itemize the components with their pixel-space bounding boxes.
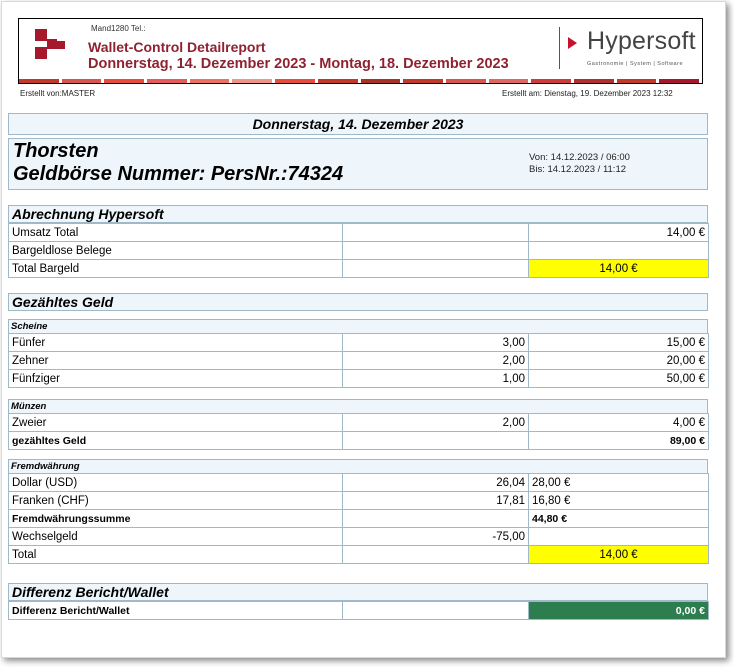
- report-title: Wallet-Control Detailreport: [88, 39, 266, 55]
- row-label: Total Bargeld: [9, 260, 343, 278]
- table-row: [9, 352, 709, 370]
- row-label: Differenz Bericht/Wallet: [9, 602, 343, 620]
- row-value: 28,00 €: [529, 474, 709, 492]
- report-date-range: Donnerstag, 14. Dezember 2023 - Montag, 18. Dezember 2023: [88, 56, 509, 72]
- row-label: gezähltes Geld: [9, 432, 343, 450]
- row-label: Fremdwährungssumme: [9, 510, 343, 528]
- table-row: [9, 474, 709, 492]
- row-mid: [343, 602, 529, 620]
- row-value: 20,00 €: [529, 352, 709, 370]
- row-label: Total: [9, 546, 343, 564]
- row-mid: 2,00: [343, 352, 529, 370]
- table-row: [9, 224, 709, 242]
- differenz-table: [8, 601, 709, 620]
- hypersoft-logo-icon: [35, 29, 65, 59]
- section-abrechnung-title: Abrechnung Hypersoft: [8, 205, 708, 223]
- row-label: Zweier: [9, 414, 343, 432]
- row-mid: 1,00: [343, 370, 529, 388]
- row-label: Fünfziger: [9, 370, 343, 388]
- table-row: [9, 334, 709, 352]
- row-mid: -75,00: [343, 528, 529, 546]
- table-row: [9, 242, 709, 260]
- row-mid: 26,04: [343, 474, 529, 492]
- row-mid: [343, 242, 529, 260]
- period-to: Bis: 14.12.2023 / 11:12: [529, 164, 627, 175]
- wallet-number: Geldbörse Nummer: PersNr.:74324: [13, 163, 344, 185]
- table-row: [9, 602, 709, 620]
- row-label: Franken (CHF): [9, 492, 343, 510]
- person-block: [8, 138, 708, 190]
- table-row: [9, 260, 709, 278]
- row-mid: [343, 510, 529, 528]
- row-label: Wechselgeld: [9, 528, 343, 546]
- created-at: Erstellt am: Dienstag, 19. Dezember 2023 12:32: [502, 89, 673, 98]
- row-label: Zehner: [9, 352, 343, 370]
- row-mid: 2,00: [343, 414, 529, 432]
- fremdwaehrungssumme-value: 44,80 €: [529, 510, 709, 528]
- total-value: 14,00 €: [529, 546, 709, 564]
- total-bargeld-value: 14,00 €: [529, 260, 709, 278]
- brand-name: Hypersoft: [587, 27, 696, 55]
- row-value: 15,00 €: [529, 334, 709, 352]
- day-heading: Donnerstag, 14. Dezember 2023: [8, 113, 708, 135]
- table-row: [9, 414, 709, 432]
- row-mid: [343, 260, 529, 278]
- row-value: [529, 528, 709, 546]
- report-header: [18, 18, 703, 84]
- row-value: [529, 242, 709, 260]
- subsection-scheine-title: Scheine: [8, 319, 708, 333]
- abrechnung-table: [8, 223, 709, 278]
- brand-separator: [559, 27, 560, 69]
- table-row: [9, 432, 709, 450]
- subsection-muenzen-title: Münzen: [8, 399, 708, 413]
- row-value: 4,00 €: [529, 414, 709, 432]
- row-label: Bargeldlose Belege: [9, 242, 343, 260]
- report-page: [1, 1, 726, 658]
- muenzen-table: [8, 413, 709, 450]
- table-row: [9, 510, 709, 528]
- brand-tagline: Gastronomie | System | Software: [587, 61, 683, 67]
- row-label: Dollar (USD): [9, 474, 343, 492]
- gezaehltes-geld-value: 89,00 €: [529, 432, 709, 450]
- period-from: Von: 14.12.2023 / 06:00: [529, 152, 630, 163]
- table-row: [9, 546, 709, 564]
- row-mid: 3,00: [343, 334, 529, 352]
- mandant-line: Mand1280 Tel.:: [91, 24, 146, 33]
- subsection-fremdwaehrung-title: Fremdwährung: [8, 459, 708, 473]
- fremdwaehrung-table: [8, 473, 709, 564]
- row-value: 16,80 €: [529, 492, 709, 510]
- row-value: 50,00 €: [529, 370, 709, 388]
- row-mid: [343, 224, 529, 242]
- created-by: Erstellt von:MASTER: [20, 89, 96, 98]
- section-gezaehlt-title: Gezähltes Geld: [8, 293, 708, 311]
- table-row: [9, 370, 709, 388]
- person-name: Thorsten: [13, 140, 99, 162]
- row-mid: [343, 546, 529, 564]
- row-label: Fünfer: [9, 334, 343, 352]
- header-color-bar: [19, 79, 702, 83]
- section-differenz-title: Differenz Bericht/Wallet: [8, 583, 708, 601]
- row-mid: [343, 432, 529, 450]
- scheine-table: [8, 333, 709, 388]
- differenz-value: 0,00 €: [529, 602, 709, 620]
- row-mid: 17,81: [343, 492, 529, 510]
- row-value: 14,00 €: [529, 224, 709, 242]
- brand-arrow-icon: [568, 37, 577, 49]
- table-row: [9, 492, 709, 510]
- table-row: [9, 528, 709, 546]
- row-label: Umsatz Total: [9, 224, 343, 242]
